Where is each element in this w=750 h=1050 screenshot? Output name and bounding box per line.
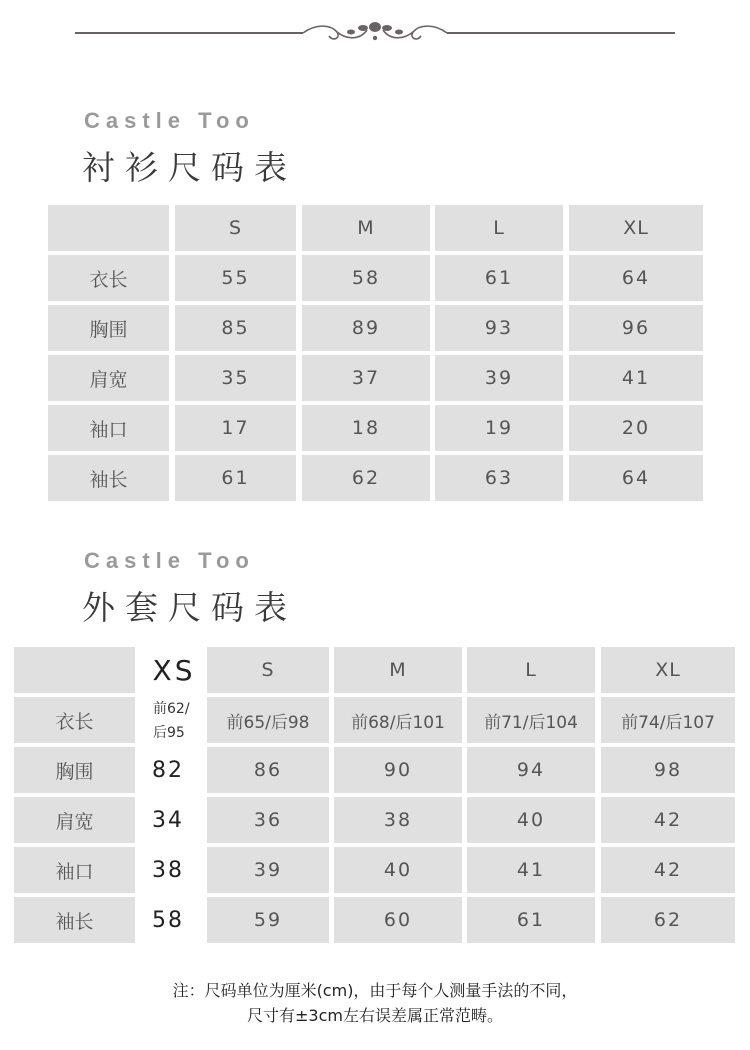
shirt-table-cell: 18 bbox=[302, 405, 430, 451]
coat-xs-value: 34 bbox=[152, 807, 184, 833]
coat-row-label: 衣长 bbox=[14, 697, 135, 743]
shirt-row-label: 肩宽 bbox=[48, 355, 169, 401]
coat-size-header: S bbox=[207, 647, 329, 693]
coat-table-cell: 90 bbox=[334, 747, 462, 793]
coat-size-header: L bbox=[467, 647, 595, 693]
coat-xs-value-back: 后95 bbox=[153, 725, 185, 741]
coat-size-header: M bbox=[334, 647, 462, 693]
coat-row-label: 胸围 bbox=[14, 747, 135, 793]
shirt-table-cell: 85 bbox=[175, 305, 296, 351]
coat-size-header: XL bbox=[601, 647, 735, 693]
coat-header-corner bbox=[14, 647, 135, 693]
shirt-table-cell: 89 bbox=[302, 305, 430, 351]
ornament-divider-icon bbox=[75, 18, 675, 48]
shirt-size-header: M bbox=[302, 205, 430, 251]
coat-table-cell: 59 bbox=[207, 897, 329, 943]
coat-table-cell: 前71/后104 bbox=[467, 697, 595, 743]
shirt-size-header: L bbox=[435, 205, 563, 251]
coat-title: 外套尺码表 bbox=[82, 588, 297, 627]
shirt-table-cell: 96 bbox=[569, 305, 703, 351]
shirt-table-cell: 63 bbox=[435, 455, 563, 501]
coat-xs-value: 58 bbox=[152, 907, 184, 933]
shirt-table-cell: 64 bbox=[569, 455, 703, 501]
coat-xs-value-front: 前62/ bbox=[153, 701, 190, 717]
coat-table-cell: 36 bbox=[207, 797, 329, 843]
coat-table-cell: 40 bbox=[334, 847, 462, 893]
coat-table-cell: 39 bbox=[207, 847, 329, 893]
coat-xs-header: XS bbox=[152, 653, 196, 687]
coat-table-cell: 38 bbox=[334, 797, 462, 843]
coat-table-cell: 62 bbox=[601, 897, 735, 943]
size-note-line-2: 尺寸有±3cm左右误差属正常范畴。 bbox=[247, 1006, 503, 1025]
size-note-line-1: 注：尺码单位为厘米(cm)，由于每个人测量手法的不同， bbox=[172, 981, 578, 1000]
shirt-table-cell: 41 bbox=[569, 355, 703, 401]
coat-table-cell: 前74/后107 bbox=[601, 697, 735, 743]
shirt-table-cell: 55 bbox=[175, 255, 296, 301]
shirt-table-cell: 17 bbox=[175, 405, 296, 451]
shirt-row-label: 胸围 bbox=[48, 305, 169, 351]
shirt-table-cell: 35 bbox=[175, 355, 296, 401]
shirt-table-cell: 19 bbox=[435, 405, 563, 451]
shirt-header-corner bbox=[48, 205, 169, 251]
shirt-title: 衬衫尺码表 bbox=[82, 148, 297, 187]
coat-xs-value: 38 bbox=[152, 857, 184, 883]
coat-table-cell: 前65/后98 bbox=[207, 697, 329, 743]
coat-table-cell: 40 bbox=[467, 797, 595, 843]
coat-row-label: 袖口 bbox=[14, 847, 135, 893]
shirt-table-cell: 20 bbox=[569, 405, 703, 451]
shirt-row-label: 袖口 bbox=[48, 405, 169, 451]
coat-row-label: 袖长 bbox=[14, 897, 135, 943]
shirt-table-cell: 39 bbox=[435, 355, 563, 401]
coat-table-cell: 61 bbox=[467, 897, 595, 943]
shirt-table-cell: 37 bbox=[302, 355, 430, 401]
shirt-size-header: S bbox=[175, 205, 296, 251]
shirt-table-cell: 58 bbox=[302, 255, 430, 301]
coat-table-cell: 98 bbox=[601, 747, 735, 793]
shirt-table-cell: 64 bbox=[569, 255, 703, 301]
coat-table-cell: 42 bbox=[601, 797, 735, 843]
coat-table-cell: 41 bbox=[467, 847, 595, 893]
coat-row-label: 肩宽 bbox=[14, 797, 135, 843]
shirt-table-cell: 62 bbox=[302, 455, 430, 501]
coat-brand: Castle Too bbox=[84, 548, 255, 573]
shirt-row-label: 衣长 bbox=[48, 255, 169, 301]
shirt-table-cell: 93 bbox=[435, 305, 563, 351]
coat-table-cell: 42 bbox=[601, 847, 735, 893]
coat-table-cell: 94 bbox=[467, 747, 595, 793]
coat-xs-value: 82 bbox=[152, 757, 184, 783]
shirt-brand: Castle Too bbox=[84, 108, 255, 133]
shirt-table-cell: 61 bbox=[175, 455, 296, 501]
shirt-table-cell: 61 bbox=[435, 255, 563, 301]
coat-table-cell: 86 bbox=[207, 747, 329, 793]
coat-table-cell: 60 bbox=[334, 897, 462, 943]
shirt-size-header: XL bbox=[569, 205, 703, 251]
shirt-row-label: 袖长 bbox=[48, 455, 169, 501]
coat-table-cell: 前68/后101 bbox=[334, 697, 462, 743]
